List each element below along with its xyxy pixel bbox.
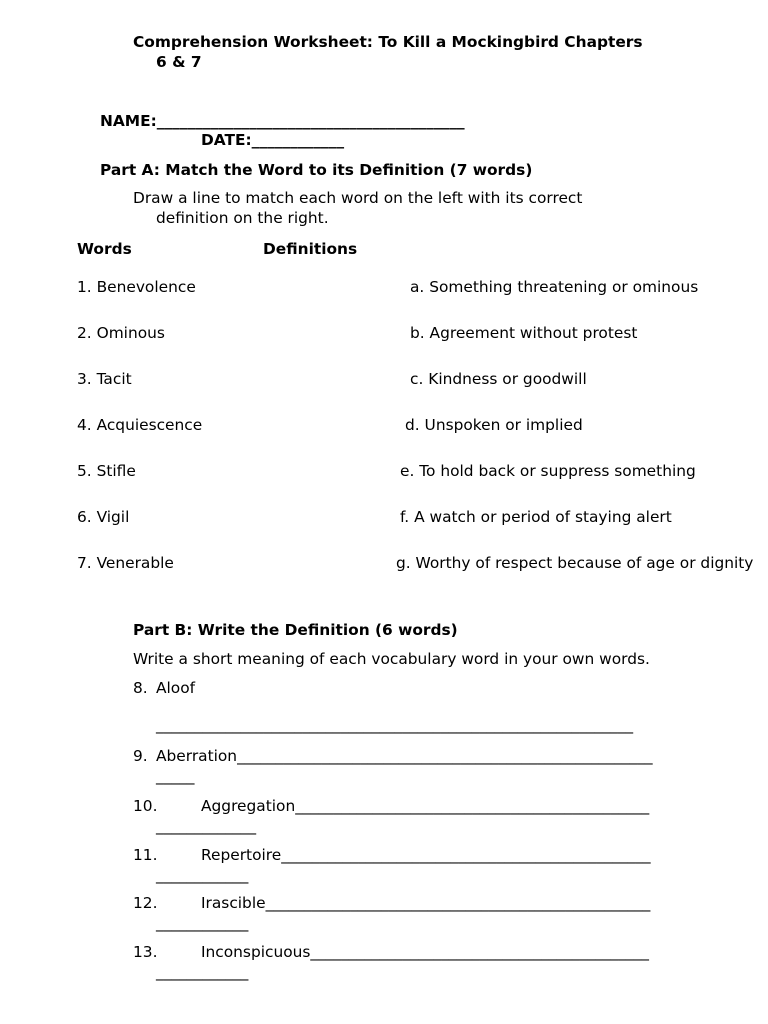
match-word: 2. Ominous: [77, 323, 165, 342]
answer-blank-line: ______________________________________________________: [237, 746, 653, 765]
vocab-item-number: 10.: [133, 796, 158, 815]
vocab-item: [133, 797, 649, 815]
part-a-heading: Part A: Match the Word to its Definition (7 words): [100, 160, 533, 179]
vocab-item-word: Aggregation: [201, 796, 296, 815]
vocab-item-number: 11.: [133, 845, 158, 864]
answer-blank-line-continued: _____: [156, 766, 195, 785]
vocab-item-number: 9.: [133, 746, 148, 765]
answer-blank-line-continued: ____________: [156, 865, 249, 884]
match-word: 3. Tacit: [77, 369, 132, 388]
match-definition: f. A watch or period of staying alert: [400, 507, 672, 526]
part-b-heading: Part B: Write the Definition (6 words): [133, 620, 458, 639]
match-definition: a. Something threatening or ominous: [410, 277, 699, 296]
match-word: 1. Benevolence: [77, 277, 196, 296]
name-label: NAME:: [100, 111, 157, 130]
match-definition: d. Unspoken or implied: [405, 415, 583, 434]
date-label: DATE:: [201, 130, 252, 149]
vocab-item-number: 8.: [133, 678, 148, 697]
match-definition: c. Kindness or goodwill: [410, 369, 587, 388]
vocab-item: [133, 894, 650, 912]
answer-blank-line: __________________________________________________: [265, 893, 651, 912]
vocab-item-word: Repertoire: [201, 845, 282, 864]
match-definition: g. Worthy of respect because of age or dignity: [396, 553, 754, 572]
vocab-item-number: 12.: [133, 893, 158, 912]
vocab-item: [133, 846, 651, 864]
worksheet-title-continued: 6 & 7: [156, 52, 202, 71]
answer-blank-line: ______________________________________________: [295, 796, 650, 815]
words-column-header: Words: [77, 239, 132, 258]
vocab-item-word: Irascible: [201, 893, 266, 912]
match-word: 4. Acquiescence: [77, 415, 203, 434]
match-word: 5. Stifle: [77, 461, 136, 480]
name-field: [100, 112, 465, 130]
worksheet-title: Comprehension Worksheet: To Kill a Mockingbird Chapters: [133, 32, 643, 51]
vocab-item-word: Inconspicuous: [201, 942, 311, 961]
vocab-item: [133, 943, 649, 961]
match-definition: b. Agreement without protest: [410, 323, 638, 342]
part-b-instructions: Write a short meaning of each vocabulary word in your own words.: [133, 649, 650, 668]
answer-blank-line-continued: ____________: [156, 962, 249, 981]
part-a-instructions-continued: definition on the right.: [156, 208, 329, 227]
vocab-item-word: Aloof: [156, 678, 196, 697]
definitions-column-header: Definitions: [263, 239, 358, 258]
vocab-item-word: Aberration: [156, 746, 238, 765]
match-definition: e. To hold back or suppress something: [400, 461, 696, 480]
vocab-item: [133, 747, 653, 765]
vocab-item-number: 13.: [133, 942, 158, 961]
part-a-instructions: Draw a line to match each word on the left with its correct: [133, 188, 583, 207]
answer-blank-line-continued: _____________: [156, 816, 257, 835]
answer-blank-line: ________________________________________________: [281, 845, 651, 864]
match-word: 7. Venerable: [77, 553, 174, 572]
answer-blank-line-continued: ____________: [156, 913, 249, 932]
vocab-item: [133, 679, 195, 697]
name-blank-line: ________________________________________: [156, 111, 465, 130]
answer-blank-line: ____________________________________________: [310, 942, 649, 961]
answer-blank-line: ______________________________________________________________: [156, 715, 634, 734]
match-word: 6. Vigil: [77, 507, 130, 526]
date-field: [201, 131, 344, 149]
date-blank-line: ____________: [251, 130, 345, 149]
